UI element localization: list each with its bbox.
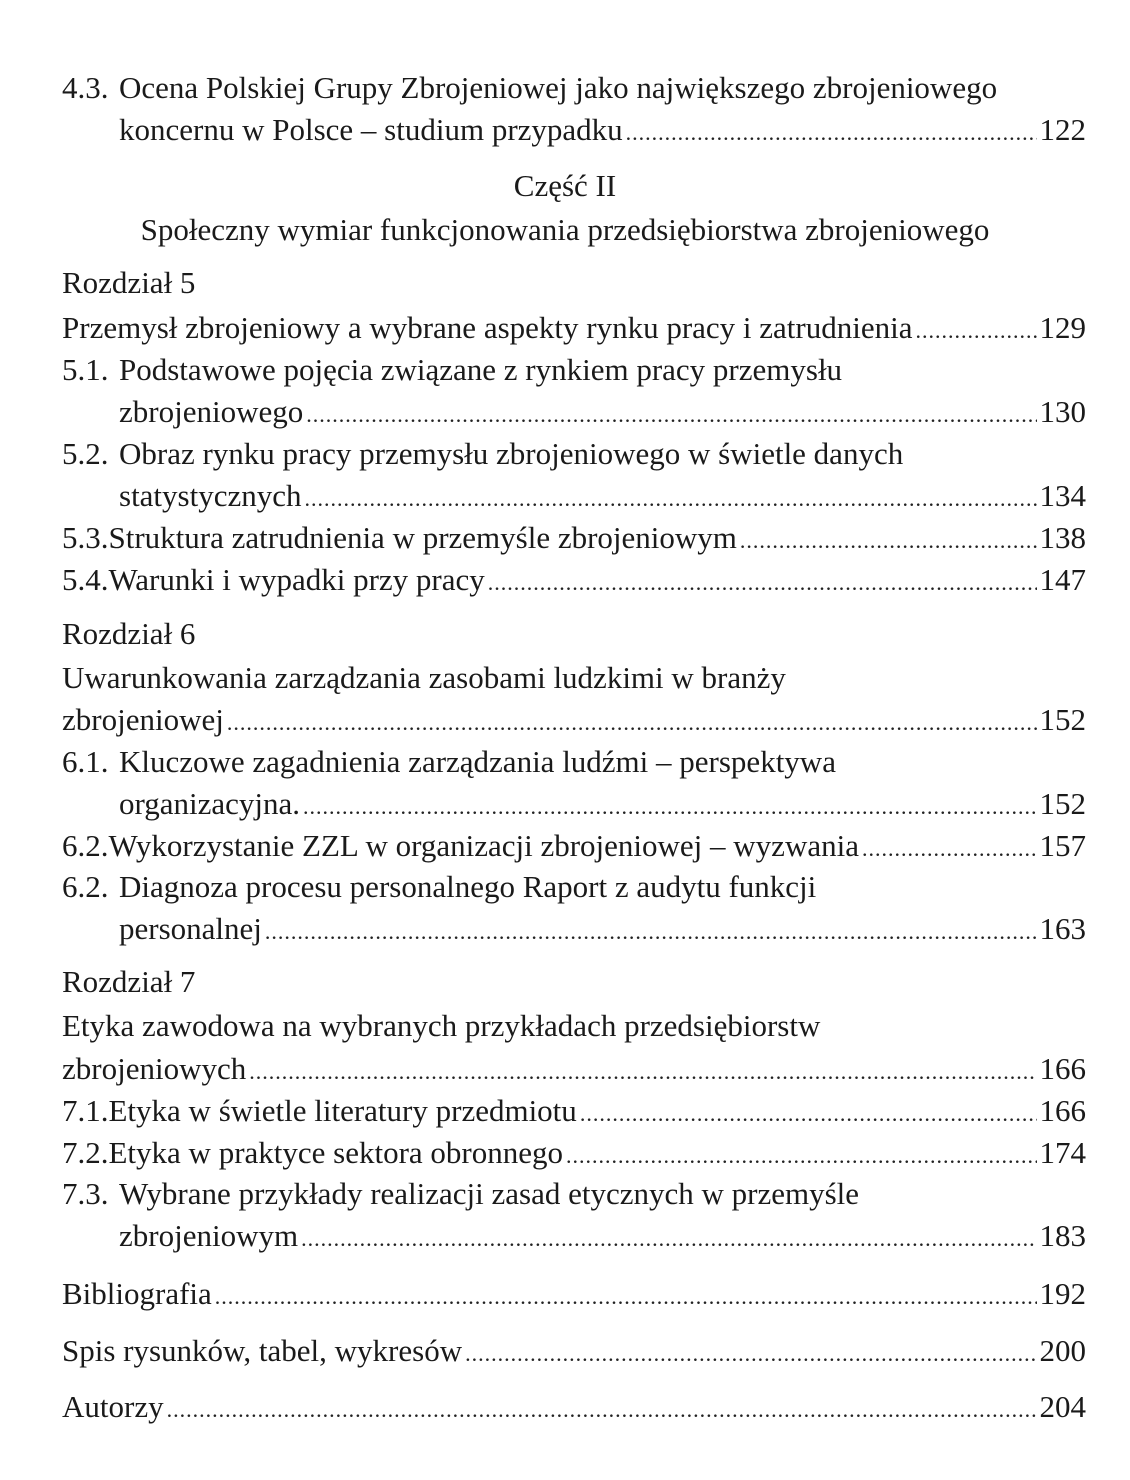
dot-leader (862, 829, 1037, 869)
toc-authors (62, 1387, 1086, 1427)
entry-number: 7.2. (62, 1135, 109, 1170)
entry-title: Wykorzystanie ZZL w organizacji zbrojeniowej – wyzwania (108, 828, 859, 863)
dot-leader (306, 395, 1036, 435)
entry-title: Kluczowe zagadnienia zarządzania ludźmi – perspektywa (119, 744, 836, 779)
entry-number: 5.2. (62, 436, 109, 471)
entry-title: personalnej (119, 911, 262, 946)
dot-leader (303, 787, 1036, 827)
dot-leader (215, 1277, 1037, 1317)
chapter-title: Uwarunkowania zarządzania zasobami ludzkimi w branży (62, 660, 786, 695)
dot-leader (580, 1094, 1037, 1134)
page-number: 204 (1039, 1389, 1086, 1424)
entry-title: Etyka w praktyce sektora obronnego (108, 1135, 564, 1170)
dot-leader (265, 912, 1037, 952)
entry-number: 6.1. (62, 744, 109, 779)
entry-title: Etyka w świetle literatury przedmiotu (108, 1093, 577, 1128)
chapter-title: zbrojeniowych (62, 1051, 247, 1086)
toc-entry-5-2 (62, 434, 903, 474)
toc-entry-5-1 (62, 350, 842, 390)
page-number: 130 (1039, 394, 1086, 429)
chapter-title: zbrojeniowej (62, 702, 224, 737)
toc-figures-list (62, 1331, 1086, 1371)
entry-number: 5.3. (62, 520, 109, 555)
dot-leader (465, 1334, 1036, 1374)
page-number: 152 (1039, 786, 1086, 821)
toc-entry-6-1 (62, 742, 836, 782)
page-number: 183 (1039, 1218, 1086, 1253)
entry-number: 5.4. (62, 562, 109, 597)
dot-leader (916, 311, 1037, 351)
part-subtitle: Społeczny wymiar funkcjonowania przedsiębiorstwa zbrojeniowego (140, 212, 990, 247)
entry-title: Podstawowe pojęcia związane z rynkiem pracy przemysłu (119, 352, 843, 387)
page-number: 157 (1039, 828, 1086, 863)
page-number: 166 (1039, 1051, 1086, 1086)
entry-title: Obraz rynku pracy przemysłu zbrojeniowego w świetle danych (119, 436, 904, 471)
dot-leader (626, 113, 1037, 153)
entry-title: Wybrane przykłady realizacji zasad etycznych w przemyśle (119, 1176, 860, 1211)
page-number: 174 (1039, 1135, 1086, 1170)
toc-bibliography (62, 1274, 1086, 1314)
page-number: 200 (1039, 1333, 1086, 1368)
entry-title: Struktura zatrudnienia w przemyśle zbrojeniowym (108, 520, 737, 555)
entry-number: 4.3. (62, 70, 109, 105)
toc-chapter-6-cont (62, 700, 1086, 740)
toc-chapter-7-cont (62, 1049, 1086, 1089)
toc-entry-4-3 (62, 68, 997, 108)
page-number: 129 (1039, 310, 1086, 345)
entry-number: 6.2. (62, 869, 109, 904)
page-number: 166 (1039, 1093, 1086, 1128)
entry-title: Ocena Polskiej Grupy Zbrojeniowej jako największego zbrojeniowego (119, 70, 998, 105)
toc-entry-5-1-cont (119, 392, 1086, 432)
dot-leader (249, 1052, 1036, 1092)
toc-chapter-5 (62, 308, 1086, 348)
toc-chapter-7 (62, 1006, 820, 1046)
dot-leader (740, 521, 1037, 561)
page-number: 147 (1039, 562, 1086, 597)
page-number: 163 (1039, 911, 1086, 946)
toc-entry-6-2 (62, 826, 1086, 866)
toc-entry-6-2b-cont (119, 909, 1086, 949)
toc-entry-5-3 (62, 518, 1086, 558)
toc-entry-7-1 (62, 1091, 1086, 1131)
entry-number: 7.1. (62, 1093, 109, 1128)
page-number: 122 (1039, 112, 1086, 147)
toc-entry-5-2-cont (119, 476, 1086, 516)
page-number: 138 (1039, 520, 1086, 555)
toc-entry-6-2b (62, 867, 816, 907)
entry-title: Autorzy (62, 1389, 164, 1424)
toc-entry-4-3-cont (119, 110, 1086, 150)
entry-title: koncernu w Polsce – studium przypadku (119, 112, 623, 147)
toc-entry-7-3-cont (119, 1216, 1086, 1256)
chapter-title: Etyka zawodowa na wybranych przykładach przedsiębiorstw (62, 1008, 821, 1043)
chapter-label: Rozdział 6 (62, 616, 196, 651)
chapter-label: Rozdział 5 (62, 265, 196, 300)
page-number: 134 (1039, 478, 1086, 513)
entry-title: zbrojeniowym (119, 1218, 299, 1253)
entry-title: Diagnoza procesu personalnego Raport z audytu funkcji (119, 869, 817, 904)
entry-title: zbrojeniowego (119, 394, 304, 429)
entry-number: 5.1. (62, 352, 109, 387)
toc-entry-5-4 (62, 560, 1086, 600)
toc-entry-7-3 (62, 1174, 859, 1214)
entry-number: 6.2. (62, 828, 109, 863)
part-title: Część II (513, 168, 617, 203)
toc-entry-7-2 (62, 1133, 1086, 1173)
toc-chapter-6 (62, 658, 786, 698)
chapter-title: Przemysł zbrojeniowy a wybrane aspekty rynku pracy i zatrudnienia (62, 310, 913, 345)
dot-leader (305, 479, 1037, 519)
entry-title: statystycznych (119, 478, 302, 513)
entry-title: Bibliografia (62, 1276, 212, 1311)
dot-leader (227, 703, 1037, 743)
entry-title: Spis rysunków, tabel, wykresów (62, 1333, 463, 1368)
entry-title: Warunki i wypadki przy pracy (108, 562, 485, 597)
entry-title: organizacyjna. (119, 786, 301, 821)
entry-number: 7.3. (62, 1176, 109, 1211)
dot-leader (566, 1136, 1036, 1176)
chapter-label: Rozdział 7 (62, 964, 196, 999)
dot-leader (167, 1390, 1037, 1430)
dot-leader (301, 1219, 1036, 1259)
dot-leader (488, 563, 1037, 603)
page-number: 192 (1039, 1276, 1086, 1311)
page-number: 152 (1039, 702, 1086, 737)
toc-entry-6-1-cont (119, 784, 1086, 824)
